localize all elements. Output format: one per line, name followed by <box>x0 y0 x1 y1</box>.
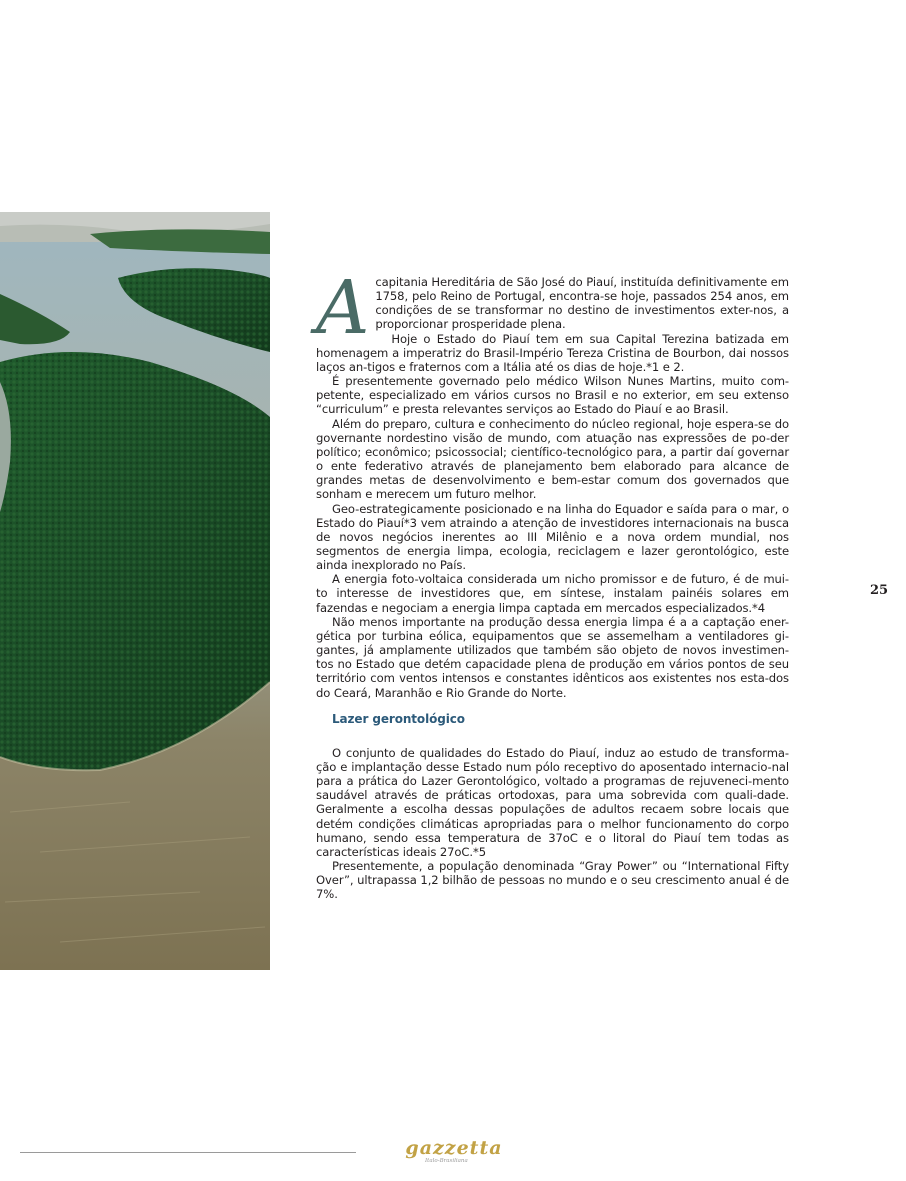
paragraph: A energia foto-voltaica considerada um nicho promissor e de futuro, é de mui-to interesse de investidores que, em síntese, instalam painéis solares em fazendas e negociam a energia limpa captada em mercados especializados.*4 <box>316 572 789 615</box>
paragraph: Hoje o Estado do Piauí tem em sua Capital Terezina batizada em homenagem a imperatriz do Brasil-Império Tereza Cristina de Bourbon, dai nossos laços an-tigos e fraternos com a Itália até os dias de hoje.*1 e 2. <box>316 331 789 374</box>
paragraph: capitania Hereditária de São José do Piauí, instituída definitivamente em 1758, pelo Reino de Portugal, encontra-se hoje, passados 254 anos, em condições de se transformar no destino de investimentos exter-nos, a proporcionar prosperidade plena. <box>375 275 789 332</box>
paragraph: É presentemente governado pelo médico Wilson Nunes Martins, muito com-petente, especializado em vários cursos no Brasil e no exterior, em seu extenso “curriculum” e presta relevantes serviços ao Estado do Piauí e ao Brasil. <box>316 374 789 417</box>
page-number: 25 <box>870 583 889 598</box>
paragraph: Geo-estrategicamente posicionado e na linha do Equador e saída para o mar, o Estado do Piauí*3 vem atraindo a atenção de investidores internacionais na busca de novos negócios inerentes ao III Milênio e a nova ordem mundial, nos segmentos de energia limpa, ecologia, reciclagem e lazer gerontológico, este ainda inexplorado no País. <box>316 501 789 573</box>
gazzetta-logo <box>395 1138 513 1168</box>
logo-wordmark: gazzetta <box>405 1137 503 1159</box>
section-heading: Lazer gerontológico <box>332 711 465 726</box>
paragraph: Não menos importante na produção dessa energia limpa é a a captação ener-gética por turbina eólica, equipamentos que se assemelham a ventiladores gi-gantes, já amplamente utilizados que também são objeto de novos investimen-tos no Estado que detém capacidade plena de produção em vários pontos de seu território com ventos intensos e constantes idênticos aos existentes nos esta-dos do Ceará, Maranhão e Rio Grande do Norte. <box>316 614 789 700</box>
river-delta-illustration <box>0 212 270 970</box>
paragraph: Presentemente, a população denominada “Gray Power” ou “International Fifty Over”, ultrapassa 1,2 bilhão de pessoas no mundo e o seu crescimento anual é de 7%. <box>316 859 789 902</box>
paragraph: Além do preparo, cultura e conhecimento do núcleo regional, hoje espera-se do governante nordestino visão de mundo, com atuação nas expressões de po-der político; econômico; psicossocial; científico-tecnológico para, a partir daí governar o ente federativo através de planejamento bem elaborado para alcance de grandes metas de desenvolvimento e bem-estar comum dos governados que sonham e merecem um futuro melhor. <box>316 416 789 502</box>
logo-tagline: Italo-Brasiliana <box>425 1158 468 1164</box>
footer-divider <box>20 1152 356 1153</box>
article-body <box>316 265 789 902</box>
drop-cap: A <box>316 265 370 351</box>
aerial-river-photo <box>0 212 270 970</box>
paragraph: O conjunto de qualidades do Estado do Piauí, induz ao estudo de transforma-ção e implantação desse Estado num pólo receptivo do aposentado internacio-nal para a prática do Lazer Gerontológico, voltado a programas de rejuveneci-mento saudável através de práticas ortodoxas, para uma sobrevida com quali-dade. Geralmente a escolha dessas populações de adultos recaem sobre locais que detém condições climáticas apropriadas para o melhor funcionamento do corpo humano, sendo essa temperatura de 37oC e o litoral do Piauí tem todas as características ideais 27oC.*5 <box>316 745 789 859</box>
